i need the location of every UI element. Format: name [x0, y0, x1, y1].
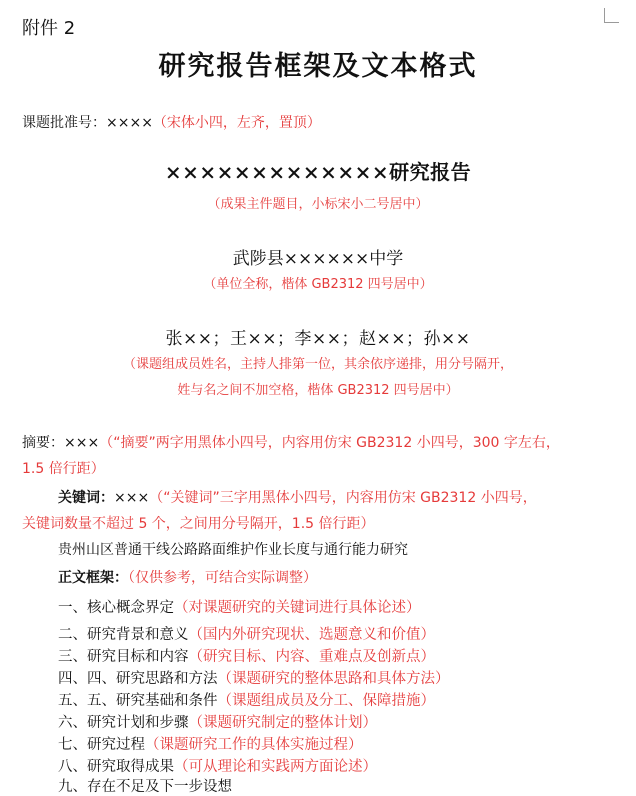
unit-note: （单位全称，楷体 GB2312 四号居中）: [203, 277, 433, 292]
outline-note: （课题组成员及分工、保障措施）: [217, 693, 435, 709]
corner-crop-mark: [604, 8, 619, 23]
approval-note: （宋体小四，左齐，置顶）: [152, 115, 321, 131]
keywords-note-line1: （“关键词”三字用黑体小四号，内容用仿宋 GB2312 小四号，: [149, 490, 537, 506]
page-title: 研究报告框架及文本格式: [158, 51, 478, 82]
abstract-label: 摘要：×××: [22, 435, 100, 451]
outline-label: 六、研究计划和步骤: [58, 715, 189, 731]
keywords-note-line2: 关键词数量不超过 5 个，之间用分号隔开，1.5 倍行距）: [22, 516, 375, 532]
framework-label: 正文框架：: [58, 570, 128, 586]
outline-label: 三、研究目标和内容: [58, 649, 189, 665]
abstract-note-line2: 1.5 倍行距）: [22, 461, 105, 477]
outline-label: 四、四、研究思路和方法: [58, 671, 218, 687]
outline-label: 八、研究取得成果: [58, 759, 174, 775]
outline-label: 一、核心概念界定: [58, 600, 174, 616]
outline-note: （研究目标、内容、重难点及创新点）: [188, 649, 435, 665]
unit-name: 武陟县××××××中学: [232, 249, 404, 269]
keywords-value: ×××: [114, 490, 150, 506]
research-topic: 贵州山区普通干线公路路面维护作业长度与通行能力研究: [58, 542, 408, 558]
outline-item: [58, 689, 435, 710]
outline-item: [58, 667, 450, 688]
approval-line: [22, 112, 321, 132]
members-note-line2: 姓与名之间不加空格，楷体 GB2312 四号居中）: [177, 383, 459, 398]
framework-note: （仅供参考，可结合实际调整）: [128, 570, 317, 586]
outline-item: [58, 755, 377, 776]
outline-label: 七、研究过程: [58, 737, 145, 753]
outline-label: 五、五、研究基础和条件: [58, 693, 218, 709]
outline-note: （课题研究工作的具体实施过程）: [145, 737, 363, 753]
outline-note: （对课题研究的关键词进行具体论述）: [174, 600, 421, 616]
outline-note: （可从理论和实践两方面论述）: [174, 759, 377, 775]
outline-item: [58, 733, 363, 754]
outline-label: 二、研究背景和意义: [58, 627, 189, 643]
keywords-label: 关键词：: [58, 490, 114, 506]
outline-note: （国内外研究现状、选题意义和价值）: [188, 627, 435, 643]
members-note-line1: （课题组成员姓名，主持人排第一位，其余依序递排，用分号隔开，: [122, 357, 513, 372]
approval-label: 课题批准号：××××: [22, 115, 153, 131]
outline-item: [58, 596, 421, 617]
framework-line: [58, 567, 317, 587]
attachment-label: 附件 2: [22, 18, 76, 39]
member-names: 张××；王××；李××；赵××；孙××: [165, 329, 471, 349]
report-title: ×××××××××××××研究报告: [164, 160, 472, 184]
outline-item: [58, 775, 232, 796]
keywords-line: [58, 487, 537, 507]
outline-note: （课题研究制定的整体计划）: [188, 715, 377, 731]
report-title-note: （成果主件题目，小标宋小二号居中）: [207, 197, 429, 212]
outline-item: [58, 645, 435, 666]
outline-item: [58, 711, 377, 732]
outline-label: 九、存在不足及下一步设想: [58, 779, 232, 795]
outline-note: （课题研究的整体思路和具体方法）: [217, 671, 450, 687]
outline-item: [58, 623, 435, 644]
abstract-line: [22, 432, 560, 452]
abstract-note-line1: （“摘要”两字用黑体小四号，内容用仿宋 GB2312 小四号，300 字左右，: [99, 435, 560, 451]
